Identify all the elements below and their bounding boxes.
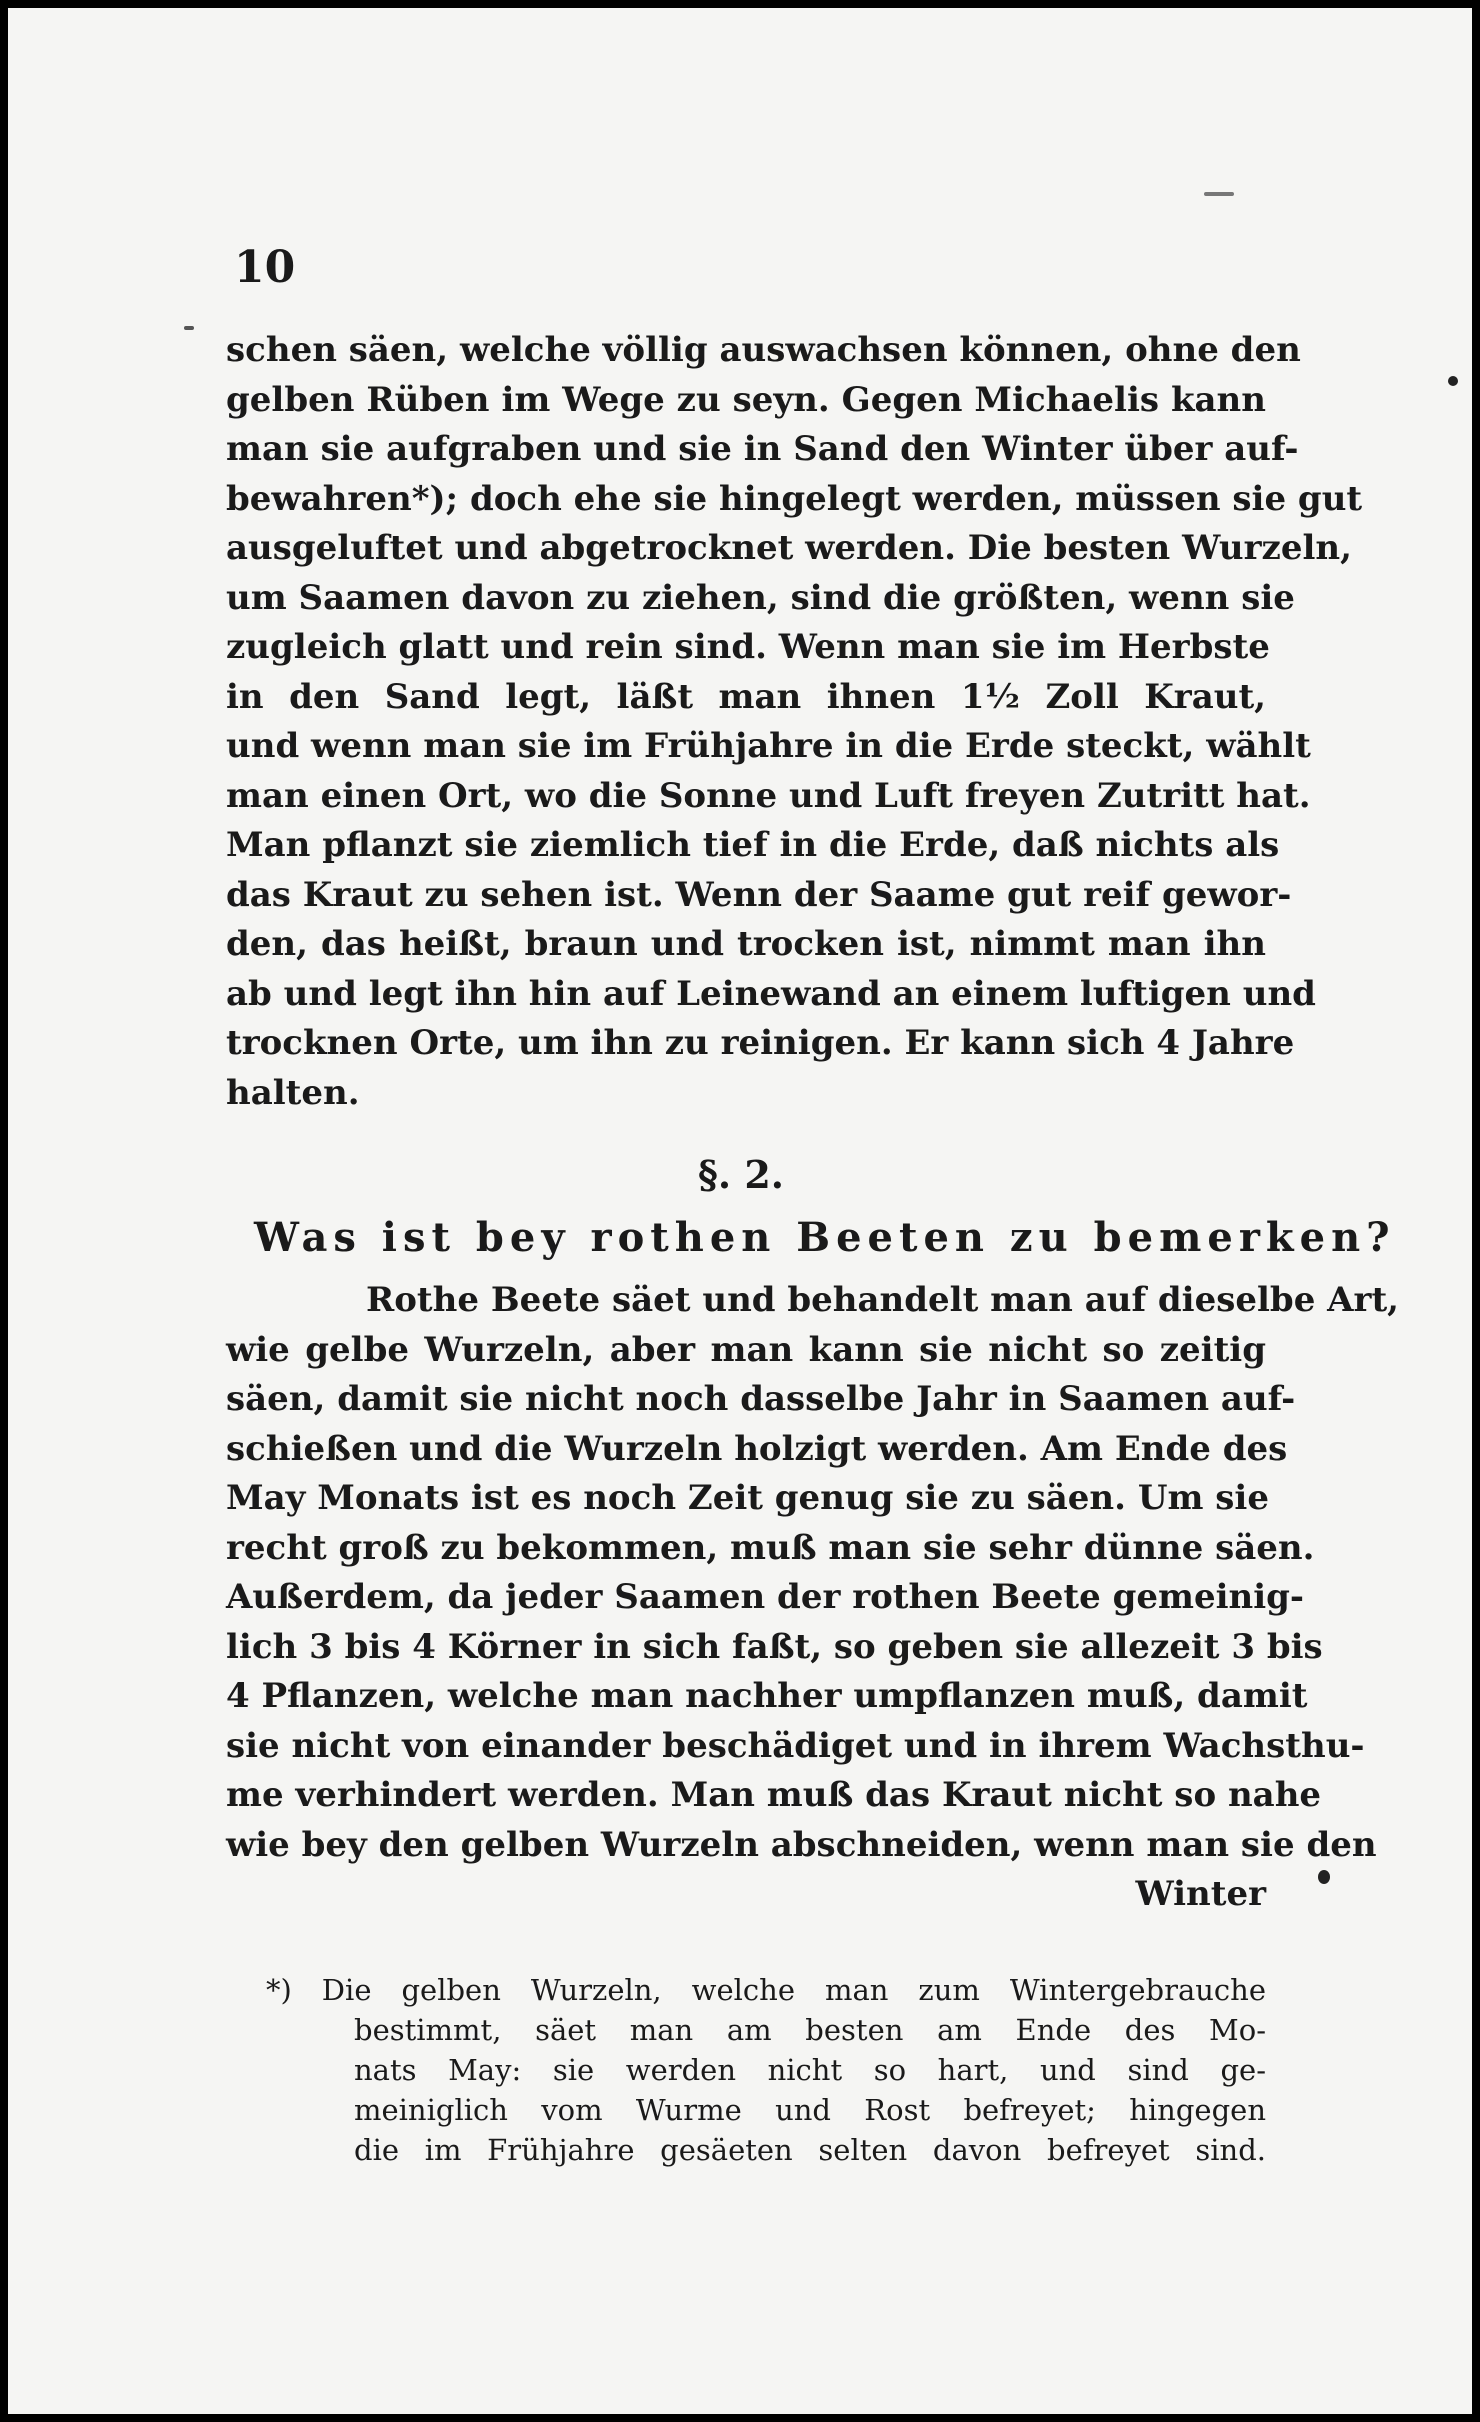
text-line: schießen und die Wurzeln holzigt werden. Am Ende des <box>226 1428 1288 1469</box>
text-line: den, das heißt, braun und trocken ist, nimmt man ihn <box>226 924 1266 964</box>
text-line: 4 Pflanzen, welche man nachher umpflanzen muß, damit <box>226 1676 1308 1716</box>
text-line: wie bey den gelben Wurzeln abschneiden, wenn man sie den <box>226 1824 1377 1865</box>
book-page <box>8 8 1472 2414</box>
text-line: säen, damit sie nicht noch dasselbe Jahr in Saamen auf- <box>226 1379 1296 1419</box>
page-number: 10 <box>234 242 296 293</box>
text-line: und wenn man sie im Frühjahre in die Erde steckt, wählt <box>226 726 1311 766</box>
ink-speck <box>1204 192 1234 196</box>
footnote <box>266 1970 1266 2170</box>
text-line: man einen Ort, wo die Sonne und Luft freyen Zutritt hat. <box>226 775 1311 816</box>
text-line: man sie aufgraben und sie in Sand den Winter über auf- <box>226 429 1299 469</box>
text-line: in den Sand legt, läßt man ihnen 1½ Zoll Kraut, <box>226 676 1266 717</box>
text-line: May Monats ist es noch Zeit genug sie zu säen. Um sie <box>226 1478 1269 1518</box>
text-line: gelben Rüben im Wege zu seyn. Gegen Michaelis kann <box>226 379 1266 420</box>
text-line: ausgeluftet und abgetrocknet werden. Die besten Wurzeln, <box>226 528 1352 568</box>
text-line: halten. <box>226 1072 360 1113</box>
footnote-line: meiniglich vom Wurme und Rost befreyet; hingegen <box>354 2093 1266 2127</box>
footnote-line: die im Frühjahre gesäeten selten davon befreyet sind. <box>354 2133 1266 2167</box>
text-line: lich 3 bis 4 Körner in sich faßt, so geben sie allezeit 3 bis <box>226 1626 1323 1667</box>
text-line: recht groß zu bekommen, muß man sie sehr dünne säen. <box>226 1527 1315 1568</box>
text-line: sie nicht von einander beschädiget und in ihrem Wachsthu- <box>226 1725 1365 1766</box>
text-line: schen säen, welche völlig auswachsen können, ohne den <box>226 330 1301 370</box>
catchword: Winter <box>1135 1874 1266 1914</box>
text-line: ab und legt ihn hin auf Leinewand an einem luftigen und <box>226 973 1316 1014</box>
section-title: Was ist bey rothen Beeten zu bemerken? <box>254 1214 1396 1261</box>
text-line: zugleich glatt und rein sind. Wenn man sie im Herbste <box>226 627 1270 667</box>
text-line: wie gelbe Wurzeln, aber man kann sie nicht so zeitig <box>226 1329 1266 1370</box>
text-line: Rothe Beete säet und behandelt man auf dieselbe Art, <box>366 1280 1399 1320</box>
paragraph-1 <box>226 326 1363 1118</box>
text-line: trocknen Orte, um ihn zu reinigen. Er kann sich 4 Jahre <box>226 1023 1295 1063</box>
text-line: um Saamen davon zu ziehen, sind die größten, wenn sie <box>226 577 1295 618</box>
ink-speck <box>1448 376 1458 386</box>
footnote-line: bestimmt, säet man am besten am Ende des Mo- <box>354 2013 1266 2047</box>
text-line: Außerdem, da jeder Saamen der rothen Beete gemeinig- <box>226 1577 1305 1617</box>
footnote-line: nats May: sie werden nicht so hart, und sind ge- <box>354 2053 1266 2087</box>
footnote-line: *) Die gelben Wurzeln, welche man zum Wintergebrauche <box>266 1973 1266 2007</box>
ink-speck <box>1318 1870 1330 1884</box>
text-line: das Kraut zu sehen ist. Wenn der Saame gut reif gewor- <box>226 874 1292 915</box>
section-number: §. 2. <box>698 1152 785 1197</box>
text-line: bewahren*); doch ehe sie hingelegt werden, müssen sie gut <box>226 478 1363 519</box>
paragraph-2 <box>226 1276 1399 1920</box>
text-line: Man pflanzt sie ziemlich tief in die Erde, daß nichts als <box>226 825 1280 865</box>
text-line: me verhindert werden. Man muß das Kraut nicht so nahe <box>226 1775 1322 1815</box>
ink-speck <box>184 326 194 330</box>
